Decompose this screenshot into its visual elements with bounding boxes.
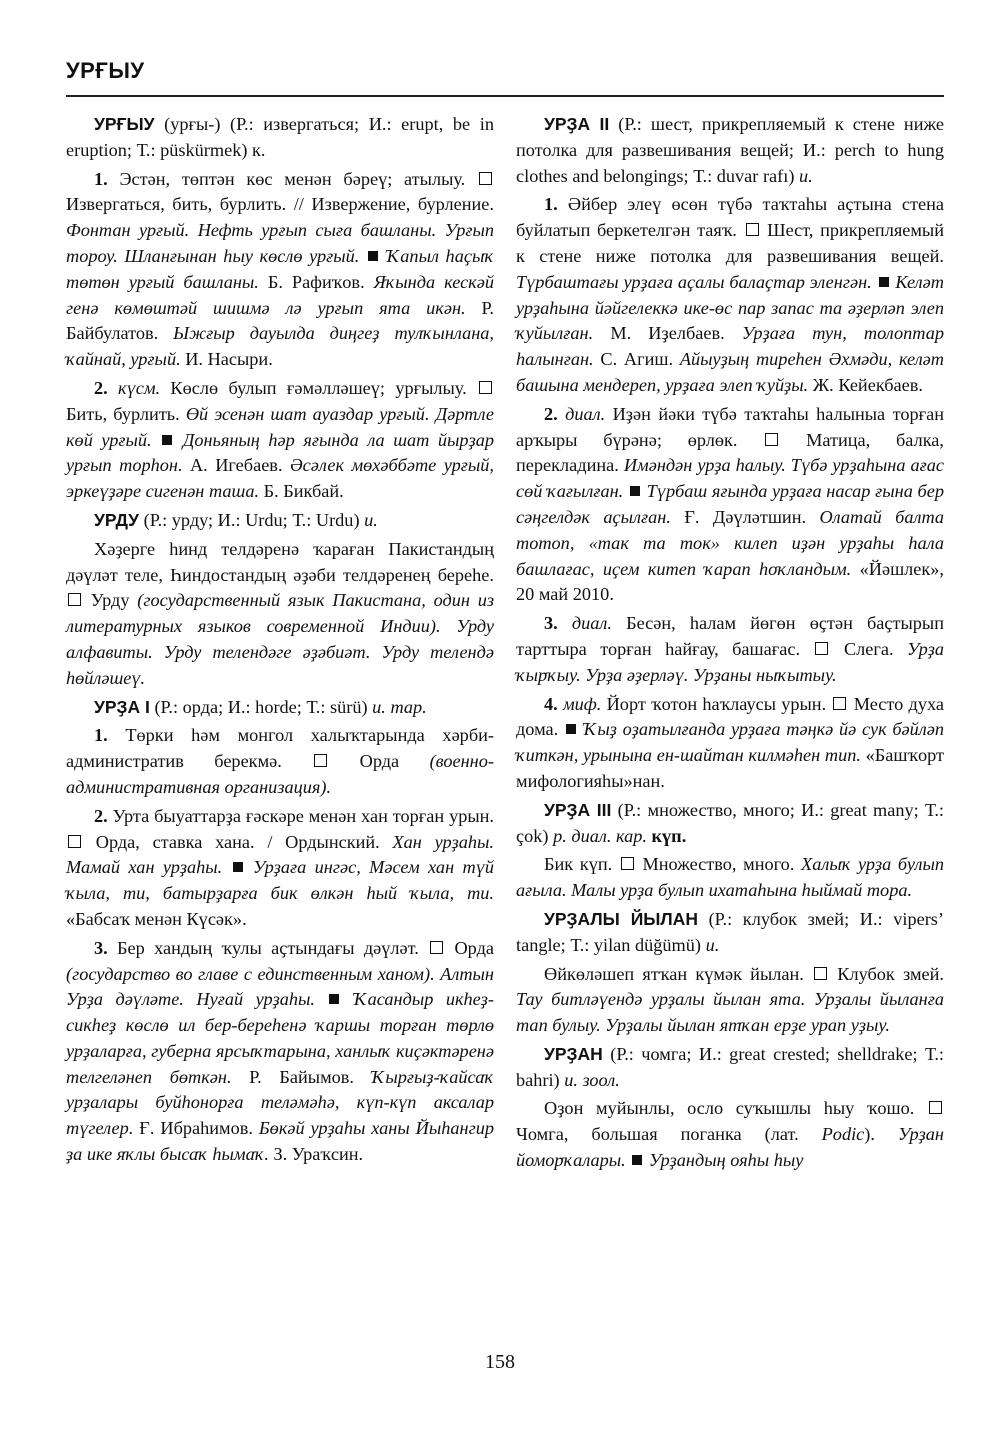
sense-number: 1. (544, 194, 558, 215)
sense-3 (516, 611, 944, 688)
examples: Имәндән урҙа һалыу. Түбә урҙаһына ағас сөй ҡағылған. (516, 455, 944, 502)
gloss: (военно-административная организация). (66, 751, 494, 797)
left-column (66, 112, 494, 1171)
definition: Бесән, һалам йөгөн өҫтән баҫтырып тарттыра торған һайғау, башағас. (516, 613, 944, 659)
sense-4 (516, 692, 944, 795)
quote: Ҡапыл һаҫыҡ төтөн урғый башланы. (66, 245, 494, 292)
citation-square-icon (233, 862, 243, 872)
translation-box-icon (479, 381, 492, 394)
quote: Урҙандың ояһы һыу (648, 1150, 804, 1171)
sense-1 (516, 192, 944, 398)
definition: Өйкөләшеп ятҡан күмәк йылан. (544, 963, 813, 984)
entry-urzaly-yylan (516, 907, 944, 959)
definition-block (516, 852, 944, 904)
citation-square-icon (329, 994, 339, 1004)
headword: УРҘА I (94, 696, 150, 717)
author: Ж. Кейекбаев. (808, 374, 923, 395)
definition: Урта быуаттарҙа ғәскәре менән хан торған урын. (107, 805, 494, 826)
author: З. Ураҡсин. (268, 1144, 364, 1165)
sense-number: 2. (544, 403, 558, 424)
examples: Халыҡ урҙа булып ағыла. Малы урҙа булып ихатаһына һыймай тора. (516, 854, 944, 901)
definition: Әйбер элеү өсөн түбә таҡтаһы аҫтына стена буйлатып беркетелгән таяҡ. (516, 194, 944, 241)
header-rule (66, 95, 944, 97)
definition-block (516, 962, 944, 1039)
quote: Келәт урҙаһына йәйгелеккә ике-өс пар запас та әҙерләп элеп ҡуйылған. (516, 271, 944, 344)
examples: (государство во главе с единственным ханом). Алтын Урҙа дәүләте. Нуғай урҙаһы. (66, 963, 494, 1010)
author: Б. Бикбай. (259, 481, 344, 502)
part-of-speech: и. (364, 509, 378, 530)
entry-meta: (Р.: множество, много; И.: great many; Т.: çok) (516, 799, 945, 846)
definition: Бер хандың ҡулы аҫтындағы дәүләт. (107, 937, 429, 958)
translation-box-icon (479, 172, 492, 185)
author: И. Насыри. (180, 349, 273, 370)
definition-block (66, 537, 494, 692)
examples: Хан урҙаһы. Мамай хан урҙаһы. (66, 831, 494, 878)
definition: Көслө булып ғәмәлләшеү; урғылыу. (160, 377, 477, 398)
author: «Йәшлек», 20 май 2010. (516, 558, 944, 605)
definition: Бик күп. (544, 854, 619, 875)
translation-box-icon (621, 857, 634, 870)
quote: Ҡыҙ оҙатылғанда урҙаға тәңкә йә сук бәйләп ҡиткән, урынына ен-шайтан килмәһен тип. (516, 719, 945, 766)
translation: Чомга, большая поганка (лат. (516, 1124, 822, 1145)
translation-box-icon (765, 433, 778, 446)
translation-box-icon (68, 593, 81, 606)
translation-box-icon (68, 835, 81, 848)
examples: Урҙан йоморҡалары. (516, 1124, 944, 1171)
translation-box-icon (815, 642, 828, 655)
headword: УРҒЫУ (94, 114, 155, 134)
translation-box-icon (746, 223, 759, 236)
citation-square-icon (368, 251, 378, 261)
part-of-speech: р. диал. кар. (553, 825, 647, 846)
right-column (516, 112, 944, 1177)
author: «Башҡорт мифологияһы»нан. (516, 745, 944, 791)
citation-square-icon (566, 724, 576, 734)
sense-number: 1. (94, 168, 108, 189)
definition: Төрки һәм монгол халыҡтарында хәрби-административ берекмә. (66, 725, 494, 772)
sense-number: 2. (94, 377, 108, 398)
running-head: УРҒЫУ (66, 58, 145, 83)
quote: Ҡырғыҙ-ҡайсаҡ урҙалары буйһонорға теләмәһә, күп-күп аксалар түгелер. (66, 1066, 494, 1139)
translation-box-icon (430, 941, 443, 954)
translation: Орда, ставка хана. / Ордынский. (83, 831, 393, 852)
entry-urzan (516, 1042, 944, 1094)
entry-meta: (Р.: урду; И.: Urdu; Т.: Urdu) (139, 509, 365, 530)
translation: Орда (329, 751, 430, 772)
author: М. Иҙелбаев. (593, 323, 742, 344)
examples: Фонтан урғый. Нефть урғып сыға башланы. Урғып тороу. Шланғынан һыу көслө урғый. (66, 220, 494, 266)
examples: (государственный язык Пакистана, один из литературных языков современной Индии). Урду алфавиты. Урду телендәге әҙәбиәт. Урду телендә һөйләшеү. (66, 590, 494, 688)
sense-2 (66, 376, 494, 505)
label: диал. (565, 403, 606, 424)
translation-box-icon (833, 697, 846, 710)
translation-box-icon (929, 1101, 942, 1114)
entry-urza-3 (516, 798, 944, 850)
entry-meta: (Р.: шест, прикрепляемый к стене ниже потолка для развешивания вещей; И.: perch to hung clothes and belongings; Т.: duvar rafı) (516, 114, 944, 186)
sense-number: 2. (94, 805, 108, 826)
headword: УРДУ (94, 509, 140, 530)
entry-urza-1 (66, 695, 494, 721)
translation: Бить, бурлить. (66, 403, 186, 424)
sense-number: 1. (94, 725, 108, 746)
quote: Доньяның һәр яғында ла шат йырҙар урғып торһон. (66, 429, 494, 476)
translation-box-icon (814, 967, 827, 980)
sense-number: 4. (544, 693, 558, 714)
examples: Урҙа ҡырҡыу. Урҙа әҙерләү. Урҙаны ныҡытыу. (516, 638, 944, 685)
citation-square-icon (162, 435, 172, 445)
author: Р. Байбулатов. (66, 297, 494, 344)
author: Б. Рафиҡов. (258, 271, 374, 292)
cross-reference: күп. (646, 825, 687, 846)
citation-square-icon (879, 277, 889, 287)
quote: Урҙаға ингәс, Мәсем хан түй ҡыла, ти, батырҙарға бик өлкән һый ҡыла, ти. (66, 857, 494, 904)
sense-1 (66, 723, 494, 800)
headword: УРҘАН (544, 1043, 603, 1064)
translation: Извергаться, бить, бурлить. // Извержение, бурление. (66, 194, 494, 215)
part-of-speech: и. зоол. (564, 1069, 620, 1090)
quote: Әсәлек мөхәббәте урғый, эркеүҙәре сигенән таша. (66, 455, 494, 502)
quote: Бөкәй урҙаһы ханы Йыһангир ҙа ике яҡлы бысаҡ һымаҡ. (66, 1118, 494, 1165)
headword: УРҘА III (544, 799, 612, 820)
translation-box-icon (314, 754, 327, 767)
citation-square-icon (630, 486, 640, 496)
definition: Иҙән йәки түбә таҡтаһы һалыныа торған арҡыры бүрәнә; өрлөк. (516, 403, 944, 450)
entry-meta: (Р.: орда; И.: horde; Т.: sürü) (149, 696, 373, 717)
sense-2 (516, 402, 944, 608)
author: Ғ. Ибраһимов. (133, 1118, 259, 1139)
definition: Хәҙерге һинд телдәренә ҡараған Пакистандың дәүләт теле, Һиндостандың әҙәби телдәренең береһе. (66, 538, 494, 585)
definition-block (516, 1096, 944, 1173)
translation: Урду (83, 590, 138, 611)
label: миф. (562, 693, 602, 714)
author: «Бабсаҡ менән Күсәк». (66, 908, 247, 929)
entry-meta: (Р.: чомга; И.: great crested; shelldrake; Т.: bahri) (516, 1043, 944, 1090)
sense-number: 3. (94, 937, 108, 958)
author: Р. Байымов. (231, 1066, 372, 1087)
translation: Орда (445, 937, 494, 958)
quote: Яҡында кескәй генә көмөштәй шишмә лә урғып ята икән. (66, 271, 494, 318)
part-of-speech: и. тар. (372, 696, 427, 717)
quote: Ҡасандыр икһеҙ-сикһеҙ көслө ил бер-береһенә ҡаршы торған төрлө урҙаларға, губерна ярсыҡтарына, ханлыҡ киҫәктәренә телгеләнеп бөткән. (66, 989, 494, 1087)
entry-meta: (урғы-) (Р.: извергаться; И.: erupt, be in eruption; Т.: püskürmek) к. (66, 114, 494, 160)
examples: Түрбаштағы урҙаға аҫалы балаҫтар эленгән. (516, 271, 872, 292)
sense-number: 3. (544, 613, 558, 634)
part-of-speech: и. (798, 165, 813, 186)
sense-1 (66, 167, 494, 373)
quote: Урҙаға тун, толоптар һалынған. (516, 323, 944, 370)
entry-meta: (Р.: клубок змей; И.: vipers’ tangle; Т.: yilan düğümü) (516, 908, 944, 955)
part-of-speech: и. (705, 934, 720, 955)
quote: Ыжғыр дауылда диңгеҙ тулҡынлана, ҡайнай, урғый. (66, 323, 495, 370)
quote: Олатай балта тотоп, «так та ток» килеп иҙән урҙаһы һала башлағас, иҫем китеп ҡарап һоҡландым. (516, 506, 945, 579)
quote: Айыуҙың тиреһен Әхмәди, келәт башына мендереп, урҙаға элеп ҡуйҙы. (516, 349, 944, 395)
translation: ). (864, 1124, 898, 1145)
translation: Множество, много. (635, 854, 802, 875)
quote: Түрбаш яғында урҙаға насар ғына бер сәңгелдәк аҫылған. (516, 481, 944, 527)
examples: Тау битләүендә урҙалы йылан ята. Урҙалы йыланға тап булыу. Урҙалы йылан ятҡан ерҙе урап уҙыу. (516, 989, 944, 1036)
definition: Эстән, төптән көс менән бәреү; атылыу. (107, 168, 477, 189)
headword: УРҘА II (544, 114, 610, 134)
examples: Өй эсенән шат ауаздар урғый. Дәртле көй урғый. (66, 403, 494, 450)
definition: Оҙон муйынлы, осло суҡышлы һыу ҡошо. (544, 1098, 927, 1119)
translation: Матица, балка, перекладина. (516, 429, 944, 476)
translation: Слега. (830, 638, 908, 659)
author: А. Игебаев. (182, 455, 290, 476)
translation: Клубок змей. (829, 963, 944, 984)
definition: Йорт ҡотон һаҡлаусы урын. (601, 693, 832, 714)
author: Ғ. Дәүләтшин. (670, 506, 820, 527)
author: С. Агиш. (593, 349, 680, 370)
translation: Место духа дома. (516, 693, 944, 740)
sense-2 (66, 804, 494, 933)
entry-urza-2 (516, 112, 944, 189)
sense-3 (66, 936, 494, 1168)
label: диал. (571, 613, 612, 634)
entry-urgyu (66, 112, 494, 164)
label: күсм. (118, 377, 161, 398)
citation-square-icon (632, 1155, 642, 1165)
translation: Шест, прикрепляемый к стене ниже потолка для развешивания вещей. (516, 220, 944, 266)
page-number: 158 (485, 1351, 515, 1373)
headword: УРҘАЛЫ ЙЫЛАН (544, 908, 698, 929)
latin-name: Podic (821, 1124, 865, 1145)
entry-urdu (66, 508, 494, 534)
